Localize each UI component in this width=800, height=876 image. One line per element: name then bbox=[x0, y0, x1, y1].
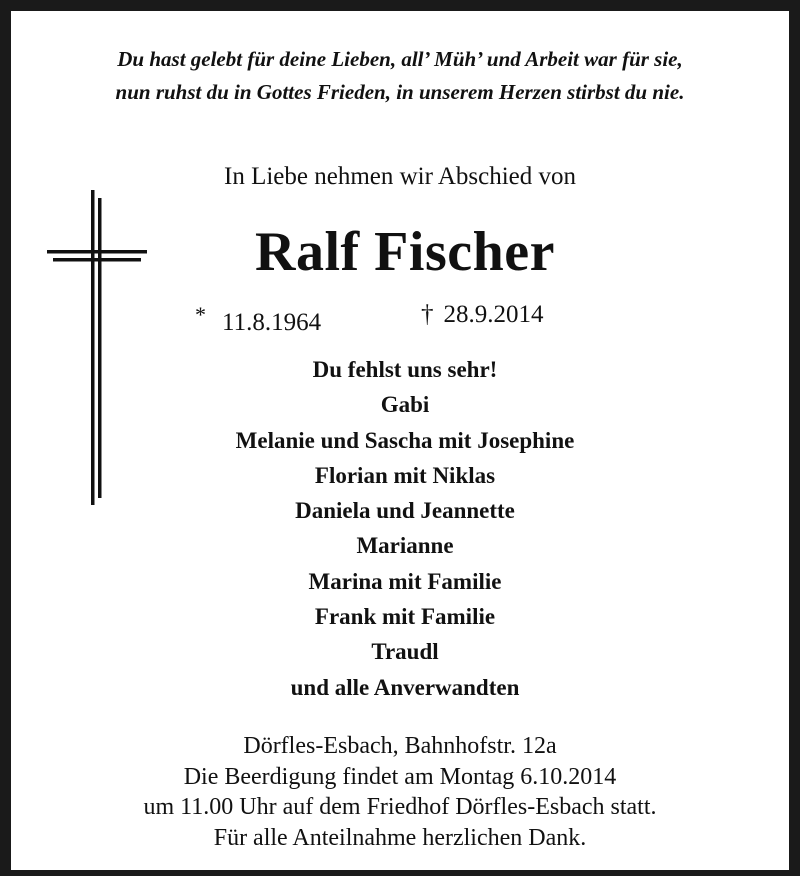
birth-date: 11.8.1964 bbox=[222, 309, 322, 336]
motto-line-1: Du hast gelebt für deine Lieben, all’ Müh’ und Arbeit war für sie, bbox=[117, 47, 683, 71]
mourner-line: Marianne bbox=[356, 533, 454, 559]
mourner-line: Traudl bbox=[371, 639, 439, 665]
address-line: Dörfles-Esbach, Bahnhofstr. 12a bbox=[243, 733, 557, 759]
mourner-line: und alle Anverwandten bbox=[290, 674, 520, 700]
funeral-location-line: um 11.00 Uhr auf dem Friedhof Dörfles-Esbach statt. bbox=[143, 794, 657, 820]
birth-star-icon: * bbox=[195, 302, 206, 327]
death-date-group bbox=[421, 299, 544, 331]
deceased-name: Ralf Fischer bbox=[255, 221, 555, 283]
intro-text: In Liebe nehmen wir Abschied von bbox=[224, 163, 576, 190]
mourner-line: Melanie und Sascha mit Josephine bbox=[235, 427, 575, 453]
death-date: 28.9.2014 bbox=[443, 301, 544, 328]
mourner-line: Du fehlst uns sehr! bbox=[312, 357, 498, 382]
mourner-line: Frank mit Familie bbox=[314, 604, 496, 630]
funeral-date-line: Die Beerdigung findet am Montag 6.10.2014 bbox=[183, 763, 617, 790]
motto-verse bbox=[0, 43, 800, 109]
motto-line-2: nun ruhst du in Gottes Frieden, in unserem Herzen stirbst du nie. bbox=[115, 80, 685, 104]
mourner-line: Florian mit Niklas bbox=[314, 462, 496, 488]
birth-date-group bbox=[195, 299, 321, 339]
funeral-info bbox=[0, 731, 800, 853]
death-dagger-icon: † bbox=[421, 301, 434, 328]
mourners-list bbox=[0, 352, 800, 705]
thanks-line: Für alle Anteilnahme herzlichen Dank. bbox=[213, 824, 587, 851]
mourner-line: Daniela und Jeannette bbox=[295, 498, 515, 524]
mourner-line: Gabi bbox=[380, 392, 430, 418]
mourner-line: Marina mit Familie bbox=[308, 568, 502, 594]
